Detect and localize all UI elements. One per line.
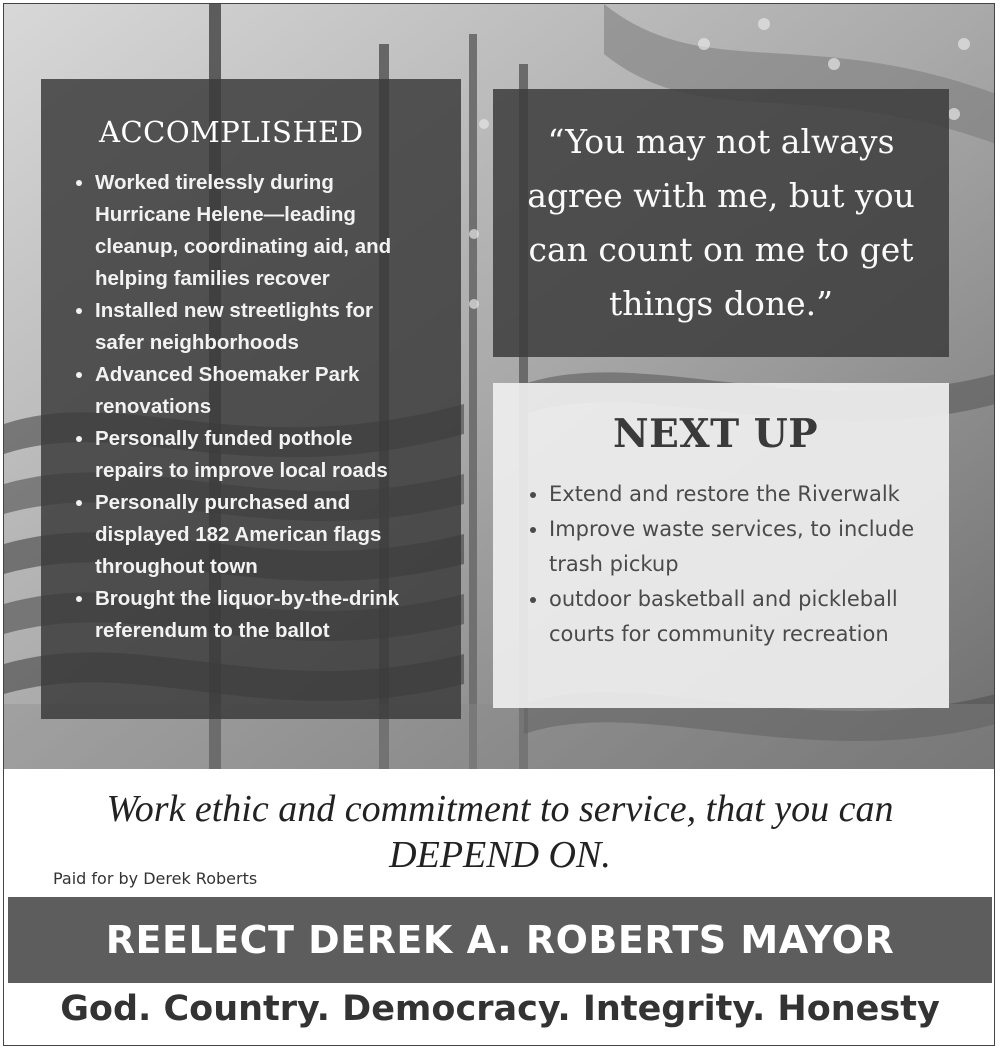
next-up-list — [527, 477, 929, 652]
quote-panel — [493, 89, 949, 357]
list-item: • Personally funded pothole repairs to improve local roads — [95, 423, 425, 487]
list-item: • outdoor basketball and pickleball courts for community recreation — [549, 582, 929, 652]
paid-for-disclaimer: Paid for by Derek Roberts — [53, 869, 258, 888]
accomplished-list — [77, 167, 425, 647]
quote-text: “You may not always agree with me, but you can count on me to get things done.” — [527, 122, 915, 323]
list-item: • Brought the liquor-by-the-drink referendum to the ballot — [95, 583, 425, 647]
accomplished-panel — [41, 79, 461, 719]
motto: God. Country. Democracy. Integrity. Honesty — [60, 989, 940, 1029]
list-item: • Improve waste services, to include trash pickup — [549, 512, 929, 582]
list-item: • Extend and restore the Riverwalk — [549, 477, 929, 512]
accomplished-heading: ACCOMPLISHED — [99, 115, 364, 149]
campaign-ad — [3, 3, 995, 1046]
reelect-banner — [8, 897, 992, 983]
list-item: • Installed new streetlights for safer neighborhoods — [95, 295, 425, 359]
next-up-panel — [493, 383, 949, 708]
list-item: • Advanced Shoemaker Park renovations — [95, 359, 425, 423]
banner-text: REELECT DEREK A. ROBERTS MAYOR — [105, 918, 895, 962]
flag-photo-background — [4, 4, 995, 769]
tagline: Work ethic and commitment to service, that you can DEPEND ON. — [106, 788, 894, 876]
list-item: • Worked tirelessly during Hurricane Helene—leading cleanup, coordinating aid, and helping families recover — [95, 167, 425, 295]
list-item: • Personally purchased and displayed 182 American flags throughout town — [95, 487, 425, 583]
next-up-heading: NEXT UP — [613, 411, 819, 457]
